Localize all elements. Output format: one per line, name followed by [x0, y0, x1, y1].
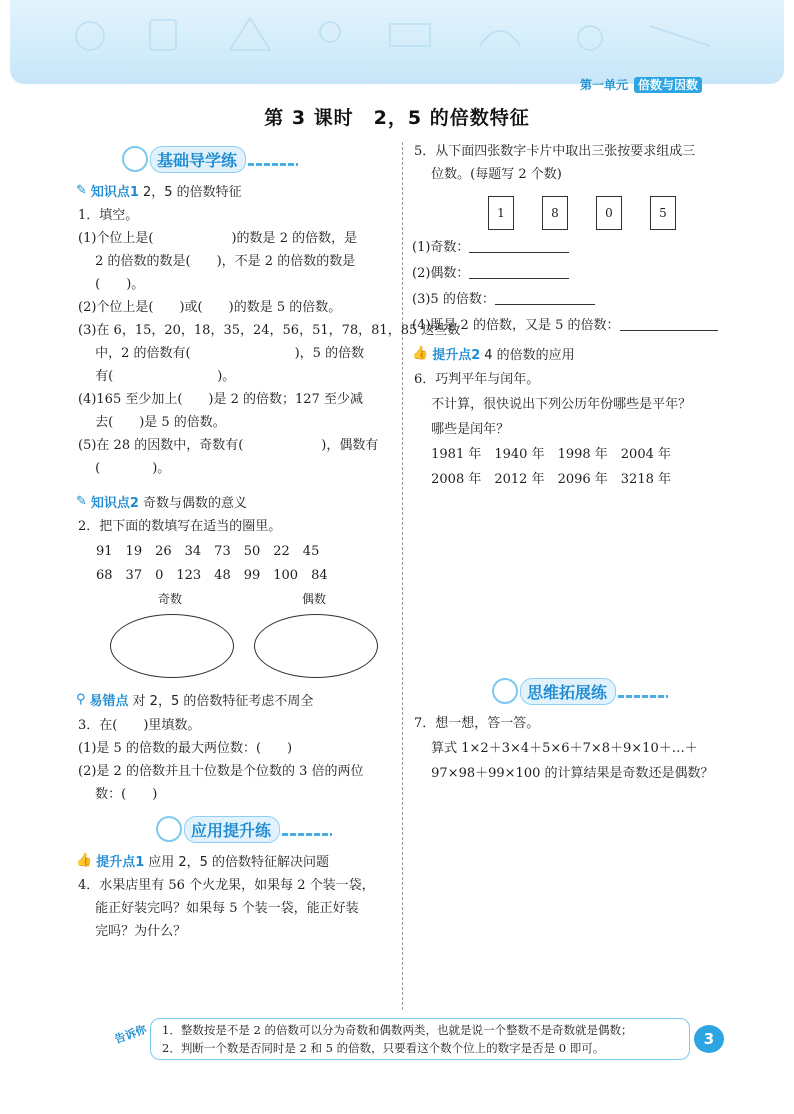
q5-part-label: (3)5 的倍数： [412, 292, 495, 307]
question-4 [78, 874, 375, 943]
q4-line: 完吗？为什么？ [78, 924, 187, 939]
answer-blank[interactable] [495, 290, 595, 305]
q6-line: 1981 年 1940 年 1998 年 2004 年 [414, 447, 671, 462]
section-thinking-practice [492, 678, 668, 704]
q1-line: ( )。 [78, 277, 145, 292]
question-3 [78, 714, 364, 806]
odd-circle[interactable] [110, 614, 234, 678]
q5-part-label: (1)奇数： [412, 240, 470, 255]
swirl-icon [492, 678, 518, 704]
q3-line: (1)是 5 的倍数的最大两位数：( ) [78, 741, 293, 756]
q1-line: 2 的倍数的数是( )，不是 2 的倍数的数是 [78, 254, 356, 269]
kp2-tag: 知识点2 [90, 496, 139, 511]
up2-tag: 提升点2 [432, 348, 481, 363]
q6-line: 6．巧判平年与闰年。 [414, 372, 540, 387]
section-basic-practice [122, 146, 298, 172]
section-apply-label: 应用提升练 [184, 816, 280, 843]
q1-line: (5)在 28 的因数中，奇数有( )，偶数有 [78, 438, 379, 453]
q1-line: 去( )是 5 的倍数。 [78, 415, 226, 430]
q2-numbers-row-1: 91 19 26 34 73 50 22 45 [96, 544, 320, 559]
tip-line: 1．整数按是不是 2 的倍数可以分为奇数和偶数两类，也就是说一个整数不是奇数就是偶数； [162, 1023, 633, 1037]
question-6 [414, 368, 691, 491]
q1-line: 1．填空。 [78, 208, 139, 223]
thumbs-up-icon: 👍 [412, 346, 429, 361]
mistake-tag: 易错点 [89, 694, 129, 709]
answer-blank[interactable] [469, 264, 569, 279]
q2-title: 2．把下面的数填写在适当的圈里。 [78, 519, 282, 534]
kp1-tag: 知识点1 [90, 185, 139, 200]
q6-line: 不计算，很快说出下列公历年份哪些是平年？ [414, 397, 692, 412]
pencil-icon: ✎ [76, 183, 87, 198]
improve-point-2 [412, 344, 575, 363]
q1-line: 有( )。 [78, 369, 236, 384]
q4-line: 4．水果店里有 56 个火龙果，如果每 2 个装一袋， [78, 878, 375, 893]
q3-line: 3．在( )里填数。 [78, 718, 201, 733]
even-label: 偶数 [302, 592, 327, 606]
section-apply-practice [156, 816, 332, 842]
q2-numbers-row-2: 68 37 0 123 48 99 100 84 [96, 568, 328, 583]
q5-line: 位数。(每题写 2 个数) [414, 167, 562, 182]
improve-point-1 [76, 851, 329, 870]
page-number: 3 [694, 1025, 724, 1053]
q6-line: 2008 年 2012 年 2096 年 3218 年 [414, 472, 671, 487]
knowledge-point-2 [76, 492, 247, 511]
q1-line: (3)在 6，15，20，18，35，24，56，51，78，81，85 这些数 [78, 323, 461, 338]
q5-line: 5．从下面四张数字卡片中取出三张按要求组成三 [414, 144, 696, 159]
q1-line: (2)个位上是( )或( )的数是 5 的倍数。 [78, 300, 342, 315]
section-basic-label: 基础导学练 [150, 146, 246, 173]
q1-line: 中，2 的倍数有( )，5 的倍数 [78, 346, 365, 361]
q1-line: ( )。 [78, 461, 171, 476]
question-7 [414, 712, 714, 785]
thumbs-up-icon: 👍 [76, 853, 93, 868]
q7-line: 7．想一想，答一答。 [414, 716, 540, 731]
pencil-icon: ✎ [76, 494, 87, 509]
question-1 [78, 204, 460, 480]
mistake-point [76, 690, 313, 709]
kp2-text: 奇数与偶数的意义 [142, 496, 247, 511]
q1-line: (1)个位上是( )的数是 2 的倍数，是 [78, 231, 358, 246]
swirl-icon [122, 146, 148, 172]
tip-tag: 告诉你 [112, 1022, 149, 1047]
unit-topic: 倍数与因数 [634, 77, 702, 93]
odd-label: 奇数 [158, 592, 183, 606]
section-underline [248, 163, 298, 166]
q7-line: 算式 1×2＋3×4＋5×6＋7×8＋9×10＋…＋ [414, 741, 698, 756]
q6-line: 哪些是闰年？ [414, 422, 510, 437]
number-card: 8 [542, 196, 568, 230]
kp1-text: 2，5 的倍数特征 [142, 185, 242, 200]
answer-blank[interactable] [469, 238, 569, 253]
swirl-icon [156, 816, 182, 842]
q1-line: (4)165 至少加上( )是 2 的倍数；127 至少减 [78, 392, 363, 407]
up1-text: 应用 2，5 的倍数特征解决问题 [148, 855, 330, 870]
question-5 [414, 140, 695, 186]
number-cards [488, 196, 704, 230]
q5-answers [412, 236, 718, 337]
up2-text: 4 的倍数的应用 [484, 348, 575, 363]
section-underline [618, 695, 668, 698]
magnifier-icon: ⚲ [76, 692, 86, 707]
mistake-text: 对 2，5 的倍数特征考虑不周全 [132, 694, 314, 709]
unit-number: 第一单元 [580, 78, 629, 92]
q5-part-label: (2)偶数： [412, 266, 470, 281]
tip-line: 2．判断一个数是否同时是 2 和 5 的倍数，只要看这个数个位上的数字是否是 0 即可。 [162, 1041, 605, 1055]
number-card: 0 [596, 196, 622, 230]
knowledge-point-1 [76, 181, 242, 200]
number-card: 1 [488, 196, 514, 230]
q4-line: 能正好装完吗？如果每 5 个装一袋，能正好装 [78, 901, 359, 916]
answer-blank[interactable] [620, 316, 718, 331]
even-circle[interactable] [254, 614, 378, 678]
q7-line: 97×98＋99×100 的计算结果是奇数还是偶数？ [414, 766, 714, 781]
q3-line: (2)是 2 的倍数并且十位数是个位数的 3 倍的两位 [78, 764, 364, 779]
section-underline [282, 833, 332, 836]
up1-tag: 提升点1 [96, 855, 145, 870]
lesson-title: 第 3 课时 2，5 的倍数特征 [264, 107, 530, 129]
section-thinking-label: 思维拓展练 [520, 678, 616, 705]
q3-line: 数：( ) [78, 787, 158, 802]
q5-part-label: (4)既是 2 的倍数，又是 5 的倍数： [412, 318, 620, 333]
unit-label [580, 76, 702, 93]
header-decoration [30, 6, 750, 76]
number-card: 5 [650, 196, 676, 230]
